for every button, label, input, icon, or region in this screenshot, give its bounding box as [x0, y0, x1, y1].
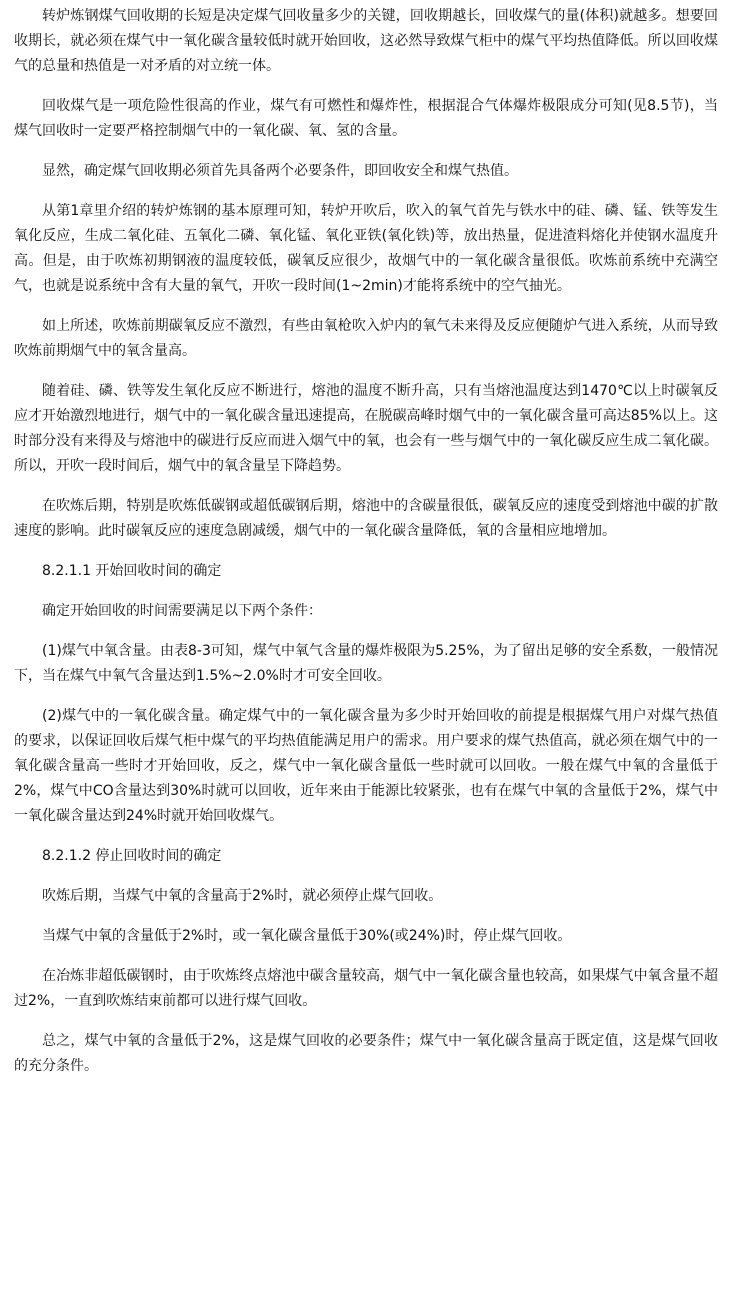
paragraph-summary: 总之，煤气中氧的含量低于2%，这是煤气回收的必要条件；煤气中一氧化碳含量高于既定值，这是煤气回收的充分条件。: [14, 1033, 718, 1074]
paragraph-mid-blowing: 随着硅、磷、铁等发生氧化反应不断进行，熔池的温度不断升高，只有当熔池温度达到1470℃以上时碳氧反应才开始激烈地进行，烟气中的一氧化碳含量迅速提高，在脱碳高峰时烟气中的一氧化碳含量可高达85%以上。这时部分没有来得及与熔池中的碳进行反应而进入烟气中的氧，也会有一些与烟气中的一氧化碳反应生成二氧化碳。所以，开吹一段时间后，烟气中的氧含量呈下降趋势。: [14, 383, 718, 474]
paragraph-two-conditions: 显然，确定煤气回收期必须首先具备两个必要条件，即回收安全和煤气热值。: [42, 163, 518, 179]
section-heading-start-time: 8.2.1.1 开始回收时间的确定: [42, 563, 222, 579]
paragraph-early-oxygen: 如上所述，吹炼前期碳氧反应不激烈，有些由氧枪吹入炉内的氧气未来得及反应便随炉气进入系统，从而导致吹炼前期烟气中的氧含量高。: [14, 318, 718, 359]
paragraph-recovery-period: 转炉炼钢煤气回收期的长短是决定煤气回收量多少的关键，回收期越长，回收煤气的量(体积)就越多。想要回收期长，就必须在煤气中一氧化碳含量较低时就开始回收，这必然导致煤气柜中的煤气平均热值降低。所以回收煤气的总量和热值是一对矛盾的对立统一体。: [14, 8, 718, 74]
section-heading-stop-time: 8.2.1.2 停止回收时间的确定: [42, 848, 222, 864]
paragraph-safety-risk: 回收煤气是一项危险性很高的作业，煤气有可燃性和爆炸性，根据混合气体爆炸极限成分可知(见8.5节)，当煤气回收时一定要严格控制烟气中的一氧化碳、氧、氢的含量。: [14, 98, 718, 139]
paragraph-early-blowing: 从第1章里介绍的转炉炼钢的基本原理可知，转炉开吹后，吹入的氧气首先与铁水中的硅、磷、锰、铁等发生氧化反应，生成二氧化硅、五氧化二磷、氧化锰、氧化亚铁(氧化铁)等，放出热量，促进渣料熔化并使钢水温度升高。但是，由于吹炼初期钢液的温度较低，碳氧反应很少，故烟气中的一氧化碳含量很低。吹炼前系统中充满空气，也就是说系统中含有大量的氧气，开吹一段时间(1~2min)才能将系统中的空气抽光。: [14, 203, 718, 294]
paragraph-stop-oxygen: 吹炼后期，当煤气中氧的含量高于2%时，就必须停止煤气回收。: [42, 888, 443, 904]
paragraph-late-blowing: 在吹炼后期，特别是吹炼低碳钢或超低碳钢后期，熔池中的含碳量很低，碳氧反应的速度受到熔池中碳的扩散速度的影响。此时碳氧反应的速度急剧减缓，烟气中的一氧化碳含量降低，氧的含量相应地增加。: [14, 498, 718, 539]
paragraph-non-ultra-low: 在冶炼非超低碳钢时，由于吹炼终点熔池中碳含量较高，烟气中一氧化碳含量也较高，如果煤气中氧含量不超过2%，一直到吹炼结束前都可以进行煤气回收。: [14, 968, 718, 1009]
paragraph-condition-oxygen: (1)煤气中氧含量。由表8-3可知，煤气中氧气含量的爆炸极限为5.25%，为了留出足够的安全系数，一般情况下，当在煤气中氧气含量达到1.5%~2.0%时才可安全回收。: [14, 643, 718, 684]
paragraph-condition-co: (2)煤气中的一氧化碳含量。确定煤气中的一氧化碳含量为多少时开始回收的前提是根据煤气用户对煤气热值的要求，以保证回收后煤气柜中煤气的平均热值能满足用户的需求。用户要求的煤气热值高，就必须在烟气中的一氧化碳含量高一些时才开始回收，反之，煤气中一氧化碳含量低一些时就可以回收。一般在煤气中氧的含量低于2%，煤气中CO含量达到30%时就可以回收，近年来由于能源比较紧张，也有在煤气中氧的含量低于2%，煤气中一氧化碳含量达到24%时就开始回收煤气。: [14, 708, 718, 824]
paragraph-start-intro: 确定开始回收的时间需要满足以下两个条件：: [42, 603, 322, 619]
paragraph-stop-co: 当煤气中氧的含量低于2%时，或一氧化碳含量低于30%(或24%)时，停止煤气回收。: [42, 928, 572, 944]
